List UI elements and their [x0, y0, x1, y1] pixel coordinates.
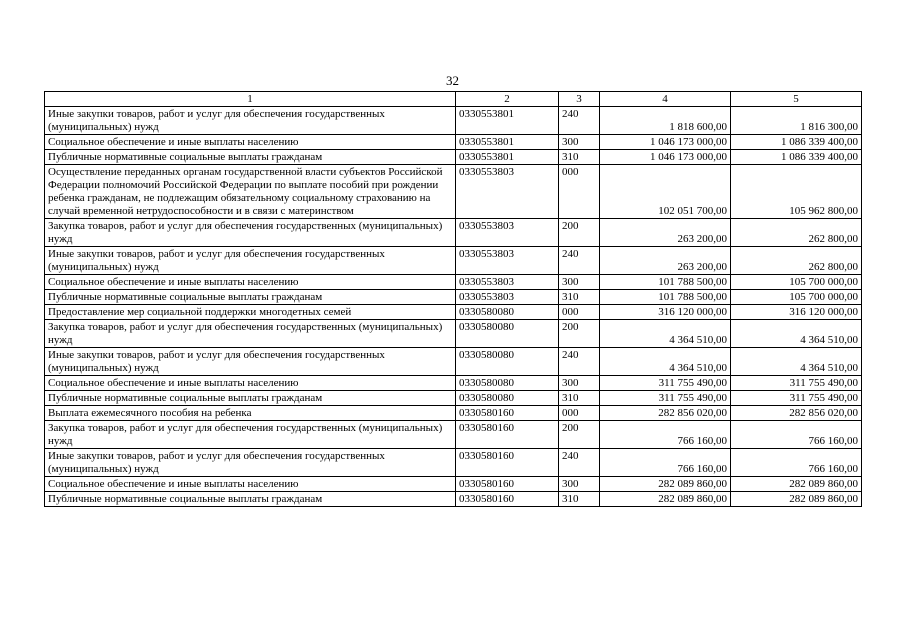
row-amount-col4: 1 046 173 000,00 [600, 135, 731, 150]
column-header-5: 5 [731, 92, 862, 107]
row-name: Социальное обеспечение и иные выплаты населению [45, 477, 456, 492]
row-expense-type: 300 [559, 135, 600, 150]
row-name: Закупка товаров, работ и услуг для обеспечения государственных (муниципальных) нужд [45, 320, 456, 348]
row-expense-type: 000 [559, 406, 600, 421]
row-name: Социальное обеспечение и иные выплаты населению [45, 135, 456, 150]
row-amount-col4: 1 046 173 000,00 [600, 150, 731, 165]
row-expense-type: 310 [559, 492, 600, 507]
table-row [45, 348, 862, 376]
row-expense-type: 310 [559, 290, 600, 305]
row-target-code: 0330580160 [456, 449, 559, 477]
table-row [45, 135, 862, 150]
table-row [45, 421, 862, 449]
table-row [45, 275, 862, 290]
table-row [45, 477, 862, 492]
row-expense-type: 240 [559, 348, 600, 376]
row-amount-col4: 282 089 860,00 [600, 492, 731, 507]
row-amount-col5: 282 089 860,00 [731, 477, 862, 492]
row-expense-type: 200 [559, 421, 600, 449]
row-target-code: 0330580160 [456, 421, 559, 449]
row-amount-col5: 316 120 000,00 [731, 305, 862, 320]
table-row [45, 492, 862, 507]
row-name: Предоставление мер социальной поддержки многодетных семей [45, 305, 456, 320]
row-amount-col5: 1 086 339 400,00 [731, 135, 862, 150]
row-target-code: 0330553803 [456, 290, 559, 305]
row-expense-type: 310 [559, 150, 600, 165]
row-target-code: 0330553801 [456, 135, 559, 150]
row-amount-col5: 4 364 510,00 [731, 348, 862, 376]
row-amount-col4: 4 364 510,00 [600, 320, 731, 348]
row-amount-col4: 102 051 700,00 [600, 165, 731, 219]
column-header-2: 2 [456, 92, 559, 107]
row-name: Закупка товаров, работ и услуг для обеспечения государственных (муниципальных) нужд [45, 421, 456, 449]
row-target-code: 0330580160 [456, 492, 559, 507]
row-target-code: 0330580080 [456, 348, 559, 376]
row-amount-col4: 263 200,00 [600, 219, 731, 247]
row-name: Публичные нормативные социальные выплаты гражданам [45, 492, 456, 507]
row-expense-type: 000 [559, 305, 600, 320]
row-amount-col5: 766 160,00 [731, 421, 862, 449]
row-target-code: 0330553803 [456, 275, 559, 290]
table-row [45, 165, 862, 219]
column-number-row [45, 92, 862, 107]
column-header-1: 1 [45, 92, 456, 107]
column-header-3: 3 [559, 92, 600, 107]
row-target-code: 0330580080 [456, 320, 559, 348]
row-expense-type: 310 [559, 391, 600, 406]
row-expense-type: 240 [559, 449, 600, 477]
budget-table [44, 91, 862, 507]
table-row [45, 219, 862, 247]
row-expense-type: 300 [559, 477, 600, 492]
row-amount-col5: 311 755 490,00 [731, 376, 862, 391]
row-amount-col5: 105 962 800,00 [731, 165, 862, 219]
table-row [45, 107, 862, 135]
row-amount-col4: 311 755 490,00 [600, 376, 731, 391]
row-name: Публичные нормативные социальные выплаты гражданам [45, 150, 456, 165]
row-amount-col4: 766 160,00 [600, 421, 731, 449]
row-amount-col5: 311 755 490,00 [731, 391, 862, 406]
row-name: Иные закупки товаров, работ и услуг для обеспечения государственных (муниципальных) нужд [45, 107, 456, 135]
row-amount-col5: 105 700 000,00 [731, 275, 862, 290]
row-target-code: 0330553803 [456, 247, 559, 275]
row-amount-col5: 282 856 020,00 [731, 406, 862, 421]
row-target-code: 0330553801 [456, 107, 559, 135]
row-name: Публичные нормативные социальные выплаты гражданам [45, 290, 456, 305]
table-row [45, 449, 862, 477]
row-name: Закупка товаров, работ и услуг для обеспечения государственных (муниципальных) нужд [45, 219, 456, 247]
row-amount-col5: 105 700 000,00 [731, 290, 862, 305]
table-row [45, 320, 862, 348]
budget-table-body [45, 92, 862, 507]
row-expense-type: 240 [559, 247, 600, 275]
row-expense-type: 240 [559, 107, 600, 135]
row-name: Иные закупки товаров, работ и услуг для обеспечения государственных (муниципальных) нужд [45, 247, 456, 275]
row-name: Иные закупки товаров, работ и услуг для обеспечения государственных (муниципальных) нужд [45, 449, 456, 477]
column-header-4: 4 [600, 92, 731, 107]
row-amount-col5: 766 160,00 [731, 449, 862, 477]
row-target-code: 0330580080 [456, 376, 559, 391]
row-amount-col5: 1 816 300,00 [731, 107, 862, 135]
row-amount-col4: 766 160,00 [600, 449, 731, 477]
row-amount-col4: 282 089 860,00 [600, 477, 731, 492]
row-name: Социальное обеспечение и иные выплаты населению [45, 376, 456, 391]
row-name: Социальное обеспечение и иные выплаты населению [45, 275, 456, 290]
row-amount-col4: 316 120 000,00 [600, 305, 731, 320]
table-row [45, 391, 862, 406]
table-row [45, 376, 862, 391]
row-amount-col5: 262 800,00 [731, 219, 862, 247]
row-amount-col4: 311 755 490,00 [600, 391, 731, 406]
row-amount-col5: 4 364 510,00 [731, 320, 862, 348]
row-target-code: 0330580160 [456, 406, 559, 421]
row-amount-col4: 1 818 600,00 [600, 107, 731, 135]
row-amount-col4: 101 788 500,00 [600, 275, 731, 290]
row-target-code: 0330553801 [456, 150, 559, 165]
row-name: Иные закупки товаров, работ и услуг для обеспечения государственных (муниципальных) нужд [45, 348, 456, 376]
table-row [45, 305, 862, 320]
page-number: 32 [446, 73, 459, 88]
row-expense-type: 300 [559, 275, 600, 290]
row-name: Осуществление переданных органам государственной власти субъектов Российской Федерации полномочий Российской Федерации по выплате пособий при рождении ребенка гражданам, не подлежащим обязательному социальному страхованию на случай временной нетрудоспособности и в связи с материнством [45, 165, 456, 219]
table-row [45, 406, 862, 421]
row-amount-col5: 282 089 860,00 [731, 492, 862, 507]
row-amount-col4: 4 364 510,00 [600, 348, 731, 376]
table-row [45, 290, 862, 305]
row-target-code: 0330580160 [456, 477, 559, 492]
row-target-code: 0330553803 [456, 219, 559, 247]
row-target-code: 0330553803 [456, 165, 559, 219]
row-expense-type: 200 [559, 320, 600, 348]
row-amount-col4: 282 856 020,00 [600, 406, 731, 421]
row-target-code: 0330580080 [456, 305, 559, 320]
row-amount-col4: 263 200,00 [600, 247, 731, 275]
row-target-code: 0330580080 [456, 391, 559, 406]
row-expense-type: 000 [559, 165, 600, 219]
table-row [45, 247, 862, 275]
row-name: Публичные нормативные социальные выплаты гражданам [45, 391, 456, 406]
row-expense-type: 300 [559, 376, 600, 391]
row-amount-col5: 1 086 339 400,00 [731, 150, 862, 165]
row-amount-col4: 101 788 500,00 [600, 290, 731, 305]
row-name: Выплата ежемесячного пособия на ребенка [45, 406, 456, 421]
row-amount-col5: 262 800,00 [731, 247, 862, 275]
row-expense-type: 200 [559, 219, 600, 247]
table-row [45, 150, 862, 165]
